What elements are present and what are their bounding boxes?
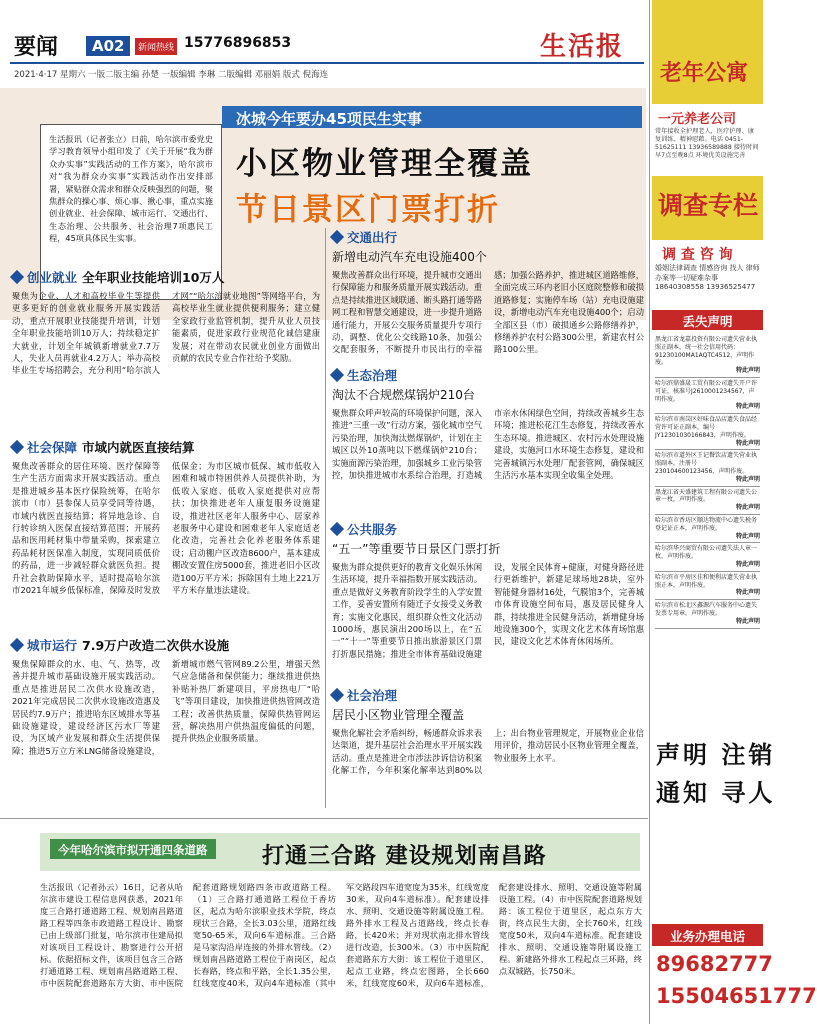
section-ecology xyxy=(332,366,644,515)
diamond-icon xyxy=(10,638,24,652)
section-title: 要闻 xyxy=(14,34,59,60)
notice-text: 哈尔滨市香坊区顺达物流中心遗失税务登记证正本，声明作废。 xyxy=(655,516,758,532)
ad-nursing-company: 一元养老公司 xyxy=(658,112,737,127)
notice-item xyxy=(655,334,760,378)
section-body: 聚焦改善群众出行环境，提升城市交通出行保障能力和服务质量开展实践活动。重点是持续推进区域联通、断头路打通等路网工程和智慧交通建设，进一步提升道路通行能力，开展公交服务质量提升专项行动，调整、优化公交线路10条，加强公交配套服务，不断提升市民出行的幸福感；加强公路养护，推进城区道路维修，全面完成三环内老旧小区庭院整修和破损道路修复；实施停车场（站）充电设施建设，新增电动汽车充电设施400个；启动全部区县（市）破损通乡公路修缮养护，修缮养护农村公路300公里，新建农村公路100公里。 xyxy=(332,270,644,355)
notice-text: 哈尔滨市道外区王记餐饮店遗失营业执照副本，注册号230104600123456，声明作废。 xyxy=(655,452,758,475)
bottom-body: 生活报讯（记者孙云）16日，记者从哈尔滨市建设工程信息网获悉，2021年度三合路打通道路工程、规划南昌路道路工程等四条市政道路工程设计、勘察已由上级部门批复，哈尔滨市住建局拟对该项目工程设计、勘察进行公开招标。依据招标文件，该项目包含三合路打通道路工程、规划南昌路道路工程、市中医院配套道路东方大街、市中医院配套道路规划路四条市政道路工程。（1）三合路打通道路工程位于香坊区，起点为哈尔滨职业技术学院，终点现状三合路，全长3.03公里，道路红线宽50-65米，双向6车道标准。三合路是马家沟沿岸连接的外排水管线。（2）规划南昌路道路工程位于南岗区，起点长春路，终点和平路，全长1.35公里，红线宽度40米，双向4车道标准（其中军交路段四车道宽度为35米，红线宽度30米，双向4车道标准）。配套建设排水、照明、交通设施等附属设施工程。路外排水工程及占道路线，终点长春路，长420米；并对现状南北排水管线进行改造，长300米。（3）市中医院配套道路东方大街：该工程位于道里区，起点工业路，终点宏图路，全长660米，红线宽度60米，双向6车道标准，配套建设排水、照明、交通设施等附属设施工程。（4）市中医院配套道路规划路：该工程位于道里区，起点东方大街，终点民生大街，全长760米，红线宽度50米，双向4车道标准。配套建设排水、照明、交通设施等附属设施工程。新建路外排水工程起点三环路，终点双城路，长750米。 xyxy=(40,882,642,988)
hero-subheadline: 节日景区门票打折 xyxy=(236,192,500,228)
notice-item xyxy=(655,543,760,571)
notice-item xyxy=(655,450,760,486)
notice-list xyxy=(655,334,760,736)
diamond-icon xyxy=(330,688,344,702)
column-divider xyxy=(325,228,326,808)
section-tag: 社会治理 xyxy=(347,688,398,703)
ad-survey-title: 调查专栏 xyxy=(658,191,759,220)
notice-item xyxy=(655,515,760,543)
diamond-icon xyxy=(330,368,344,382)
hero-headline: 小区物业管理全覆盖 xyxy=(236,146,533,182)
section-body: 聚焦保障群众的水、电、气、热等，改善并提升城市基础设施开展实践活动。重点是推进居民二次供水设施改造，2021年完成居民二次供水设施改造惠及居民约7.9万户；推进哈东区域排水等基础设施建设，建设经济区污水厂等建设，为区域产业发展和群众生活提供保障；推进5万立方米LNG储备设施建设，新增城市燃气管网89.2公里，增强天然气应急储备和保供能力；继续推进供热补贴补热厂新建项目，平房热电厂“哈飞”等项目建设，加快推进供热管网改造工程；改善供热质量，保障供热管网运营，解决热用户供热温度偏低的问题，提升供热企业服务质量。 xyxy=(12,659,320,756)
section-tag: 公共服务 xyxy=(347,522,398,537)
notice-text: 黑龙江省龙嘉投资有限公司遗失营业执照正副本，统一社会信用代码：91230100MA1AQTC4512，声明作废。 xyxy=(655,336,758,367)
notice-signature: 特此声明 xyxy=(735,589,760,597)
page-code: A02 xyxy=(86,36,130,56)
section-governance xyxy=(332,686,644,789)
notice-item xyxy=(655,600,760,628)
notice-item xyxy=(655,378,760,414)
ad-services-line2: 通知 寻人 xyxy=(656,779,776,807)
newspaper-logo: 生活报 xyxy=(540,32,625,62)
section-title: 市域内就医直接结算 xyxy=(82,440,195,455)
section-tag: 生态治理 xyxy=(347,368,398,383)
diamond-icon xyxy=(10,270,24,284)
notice-signature: 特此声明 xyxy=(735,367,760,375)
ad-column-divider xyxy=(649,0,650,1024)
bottom-kicker: 今年哈尔滨市拟开通四条道路 xyxy=(50,839,216,859)
ad-services-line1: 声明 注销 xyxy=(656,741,776,769)
notice-signature: 特此声明 xyxy=(735,617,760,625)
notice-signature: 特此声明 xyxy=(735,532,760,540)
section-title: 全年职业技能培训10万人 xyxy=(82,270,225,285)
notice-text: 哈尔滨市平房区佳和便利店遗失营业执照正本，声明作废。 xyxy=(655,573,758,589)
ad-nursing-text: 常年接收全护理老人，医疗护理、康复训练、精神慰藉。电话 0451-51625111 13936589888 接待时间 早7点至晚8点 环境优美设施完善 xyxy=(655,128,759,159)
section-title: 居民小区物业管理全覆盖 xyxy=(332,708,465,722)
main-content xyxy=(0,88,648,1016)
ad-survey-banner xyxy=(652,176,763,240)
notice-text: 哈尔滨华兴商贸有限公司遗失法人章一枚，声明作废。 xyxy=(655,545,758,561)
notice-text: 黑龙江省天盛建筑工程有限公司遗失公章一枚，声明作废。 xyxy=(655,488,758,504)
section-body: 聚焦群众呼声较高的环境保护问题，深入推进“三重一改”行动方案，强化城市空气污染治理，加快淘汰燃煤锅炉，计划在主城区以外10蒸吨以下燃煤锅炉210台；实施面源污染治理，加强城乡工业污染管控，加快推进城市水系综合治理，打造城市亲水休闲绿色空间，持续改善城乡生态环境；推进松花江生态修复，持续改善水生态环境。推进城区、农村污水处理设施建设，实施河口水环境生态修复，建设和完善城镇污水处理厂配套管网，确保城区生活污水基本实现全收集全处理。 xyxy=(332,408,644,481)
notice-signature: 特此声明 xyxy=(735,439,760,447)
hero-kicker: 冰城今年要办45项民生实事 xyxy=(236,110,422,128)
notice-signature: 特此声明 xyxy=(735,560,760,568)
hotline-number: 15776896853 xyxy=(184,35,292,51)
section-transport xyxy=(332,228,644,377)
section-tag: 交通出行 xyxy=(347,230,398,245)
notice-item xyxy=(655,414,760,450)
section-body: 聚焦为企业、人才和高校毕业生等提供更多更好的创业就业服务开展实践活动，重点开展职业技能提升培训，计划全年职业技能培训10万人；持续稳定扩大就业，计划全年城镇新增就业7.7万人，失业人员再就业4.2万人；举办高校毕业生专场招聘会，充分利用“哈尔滨人才网”“哈尔滨就业地图”等网络平台，为高校毕业生就业提供便利服务；建立健全家政行业监管机制，提升从业人员技能素质，促进家政行业规范化诚信建康发展；对在带动农民就业创业方面做出贡献的农民专业合作社给予奖励。 xyxy=(12,291,320,376)
ad-services-block xyxy=(656,736,775,812)
intro-box: 生活报讯（记者张立）日前，哈尔滨市委党史学习教育领导小组印发了《关于开展“我为群众办实事”实践活动的工作方案》，哈尔滨市对“我为群众办实事”实践活动作出安排部署，紧贴群众需求和群众反映强烈的问题，聚焦群众的操心事、烦心事、揪心事，重点实施创业就业、社会保障、城市运行、交通出行、生态治理、公共服务、社会治理7项惠民工程，45项具体民生实事。 xyxy=(40,124,222,300)
ad-nursing-home-title: 老年公寓 xyxy=(660,60,749,86)
notice-item xyxy=(655,487,760,515)
section-city-operation xyxy=(12,636,320,788)
section-tag: 城市运行 xyxy=(27,638,78,653)
notice-text: 哈尔滨鼎盛晟工贸有限公司遗失开户许可证，核准号J2610001234567，声明作废。 xyxy=(655,379,758,403)
ad-phone-1: 89682777 xyxy=(656,952,773,976)
ad-phone-bar: 业务办理电话 xyxy=(652,924,763,946)
dateline: 2021·4·17 星期六 一版二版主编 孙楚 一版编辑 李琳 二版编辑 邓丽娟 版式 倪海连 xyxy=(14,70,329,80)
masthead-divider xyxy=(10,62,644,64)
section-social-security xyxy=(12,438,320,640)
ad-column xyxy=(652,0,817,1024)
notice-signature: 特此声明 xyxy=(735,403,760,411)
diamond-icon xyxy=(330,230,344,244)
notice-signature: 特此声明 xyxy=(735,475,760,483)
notice-signature: 特此声明 xyxy=(735,504,760,512)
section-tag: 创业就业 xyxy=(27,270,78,285)
section-title: 新增电动汽车充电设施400个 xyxy=(332,250,487,264)
hero-kicker-bar xyxy=(222,106,642,128)
ad-phone-2: 15504651777 xyxy=(656,984,817,1008)
notice-item xyxy=(655,572,760,600)
section-employment xyxy=(12,268,320,400)
lost-notice-bar: 丢失声明 xyxy=(652,310,763,330)
diamond-icon xyxy=(330,522,344,536)
section-title: 淘汰不合规燃煤锅炉210台 xyxy=(332,388,475,402)
notice-text: 哈尔滨市松北区鑫源汽车服务中心遗失发票专用章，声明作废。 xyxy=(655,602,758,617)
notice-text: 哈尔滨市南岗区好味食品店遗失食品经营许可证正副本，编号JY12301030166843，声明作废。 xyxy=(655,416,758,439)
section-public-service xyxy=(332,520,644,683)
section-title: “五一”等重要节日景区门票打折 xyxy=(332,542,501,556)
ad-nursing-home-banner xyxy=(652,0,763,104)
masthead xyxy=(0,0,648,86)
ad-survey-label: 调 查 咨 询 xyxy=(662,247,733,263)
section-tag: 社会保障 xyxy=(27,440,78,455)
section-body: 聚焦化解社会矛盾纠纷，畅通群众诉求表达渠道，提升基层社会治理水平开展实践活动。重点是推进全市涉法涉诉信访积案化解工作，今年积案化解率达到80%以上；出台物业管理规定，开展物业企业信用评价，推动居民小区物业管理全覆盖，物业服务上水平。 xyxy=(332,728,644,776)
bottom-article xyxy=(0,818,648,1014)
hotline-tag: 新闻热线 xyxy=(135,38,177,55)
section-body: 聚焦改善群众的居住环境、医疗保障等生产生活方面需求开展实践活动。重点是推进城乡基本医疗保险统筹，在哈尔滨市（市）县参保人员享受同等待遇，市域内就医直接结算；将异地急诊、自行转诊纳入医保直接结算范围；开展药品和医用耗材集中带量采购，探索建立药品耗材医保准入制度，实现同质低价的药品，进一步减轻群众就医负担。提升社会救助保障水平，适时提高哈尔滨市2021年城乡低保标准，保障及时发放低保金；为市区城市低保、城市低收入困难和城市特困供养人员提供补助，为低收入家庭、低收入家庭提供对应帮扶；加快推进老年人康复服务设施建设，推进社区老年人服务中心、居家养老服务中心建设和困难老年人家庭适老化改造，完善社会化养老服务体系建设；启动棚户区改造8600户，基本建成棚改安置住房5000套，推进老旧小区改造100万平方米；拆除国有土地上221万平方米存量违法建设。 xyxy=(12,461,320,596)
section-body: 聚焦为群众提供更好的教育文化娱乐休闲生活环境，提升幸福指数开展实践活动。重点是做好义务教育阶段学生的入学安置工作，妥善安置所有随迁子女接受义务教育；实施文化惠民，组织群众性文化活动1000场，惠民演出200场以上，在“五一”“十一”等重要节日推出旅游景区门票打折惠民措施；推进全市体育基础设施建设，发展全民体育+健康，对健身路径进行更新维护，新建足球场地28块，室外智能健身器材16处，气膜馆3个，完善城市体育设施空间布局，惠及居民健身人群，持续推进全民健身活动，新增健身场地设施300个，实现文化艺术体育场馆惠民，建设文化艺术体育休闲场所。 xyxy=(332,562,644,659)
section-title: 7.9万户改造二次供水设施 xyxy=(82,638,230,653)
ad-survey-text: 婚姻法律调查 情感咨询 找人 律师办案等一切疑难杂事 18640308558 13936525477 xyxy=(655,264,760,291)
bottom-headline: 打通三合路 建设规划南昌路 xyxy=(262,844,547,869)
diamond-icon xyxy=(10,440,24,454)
